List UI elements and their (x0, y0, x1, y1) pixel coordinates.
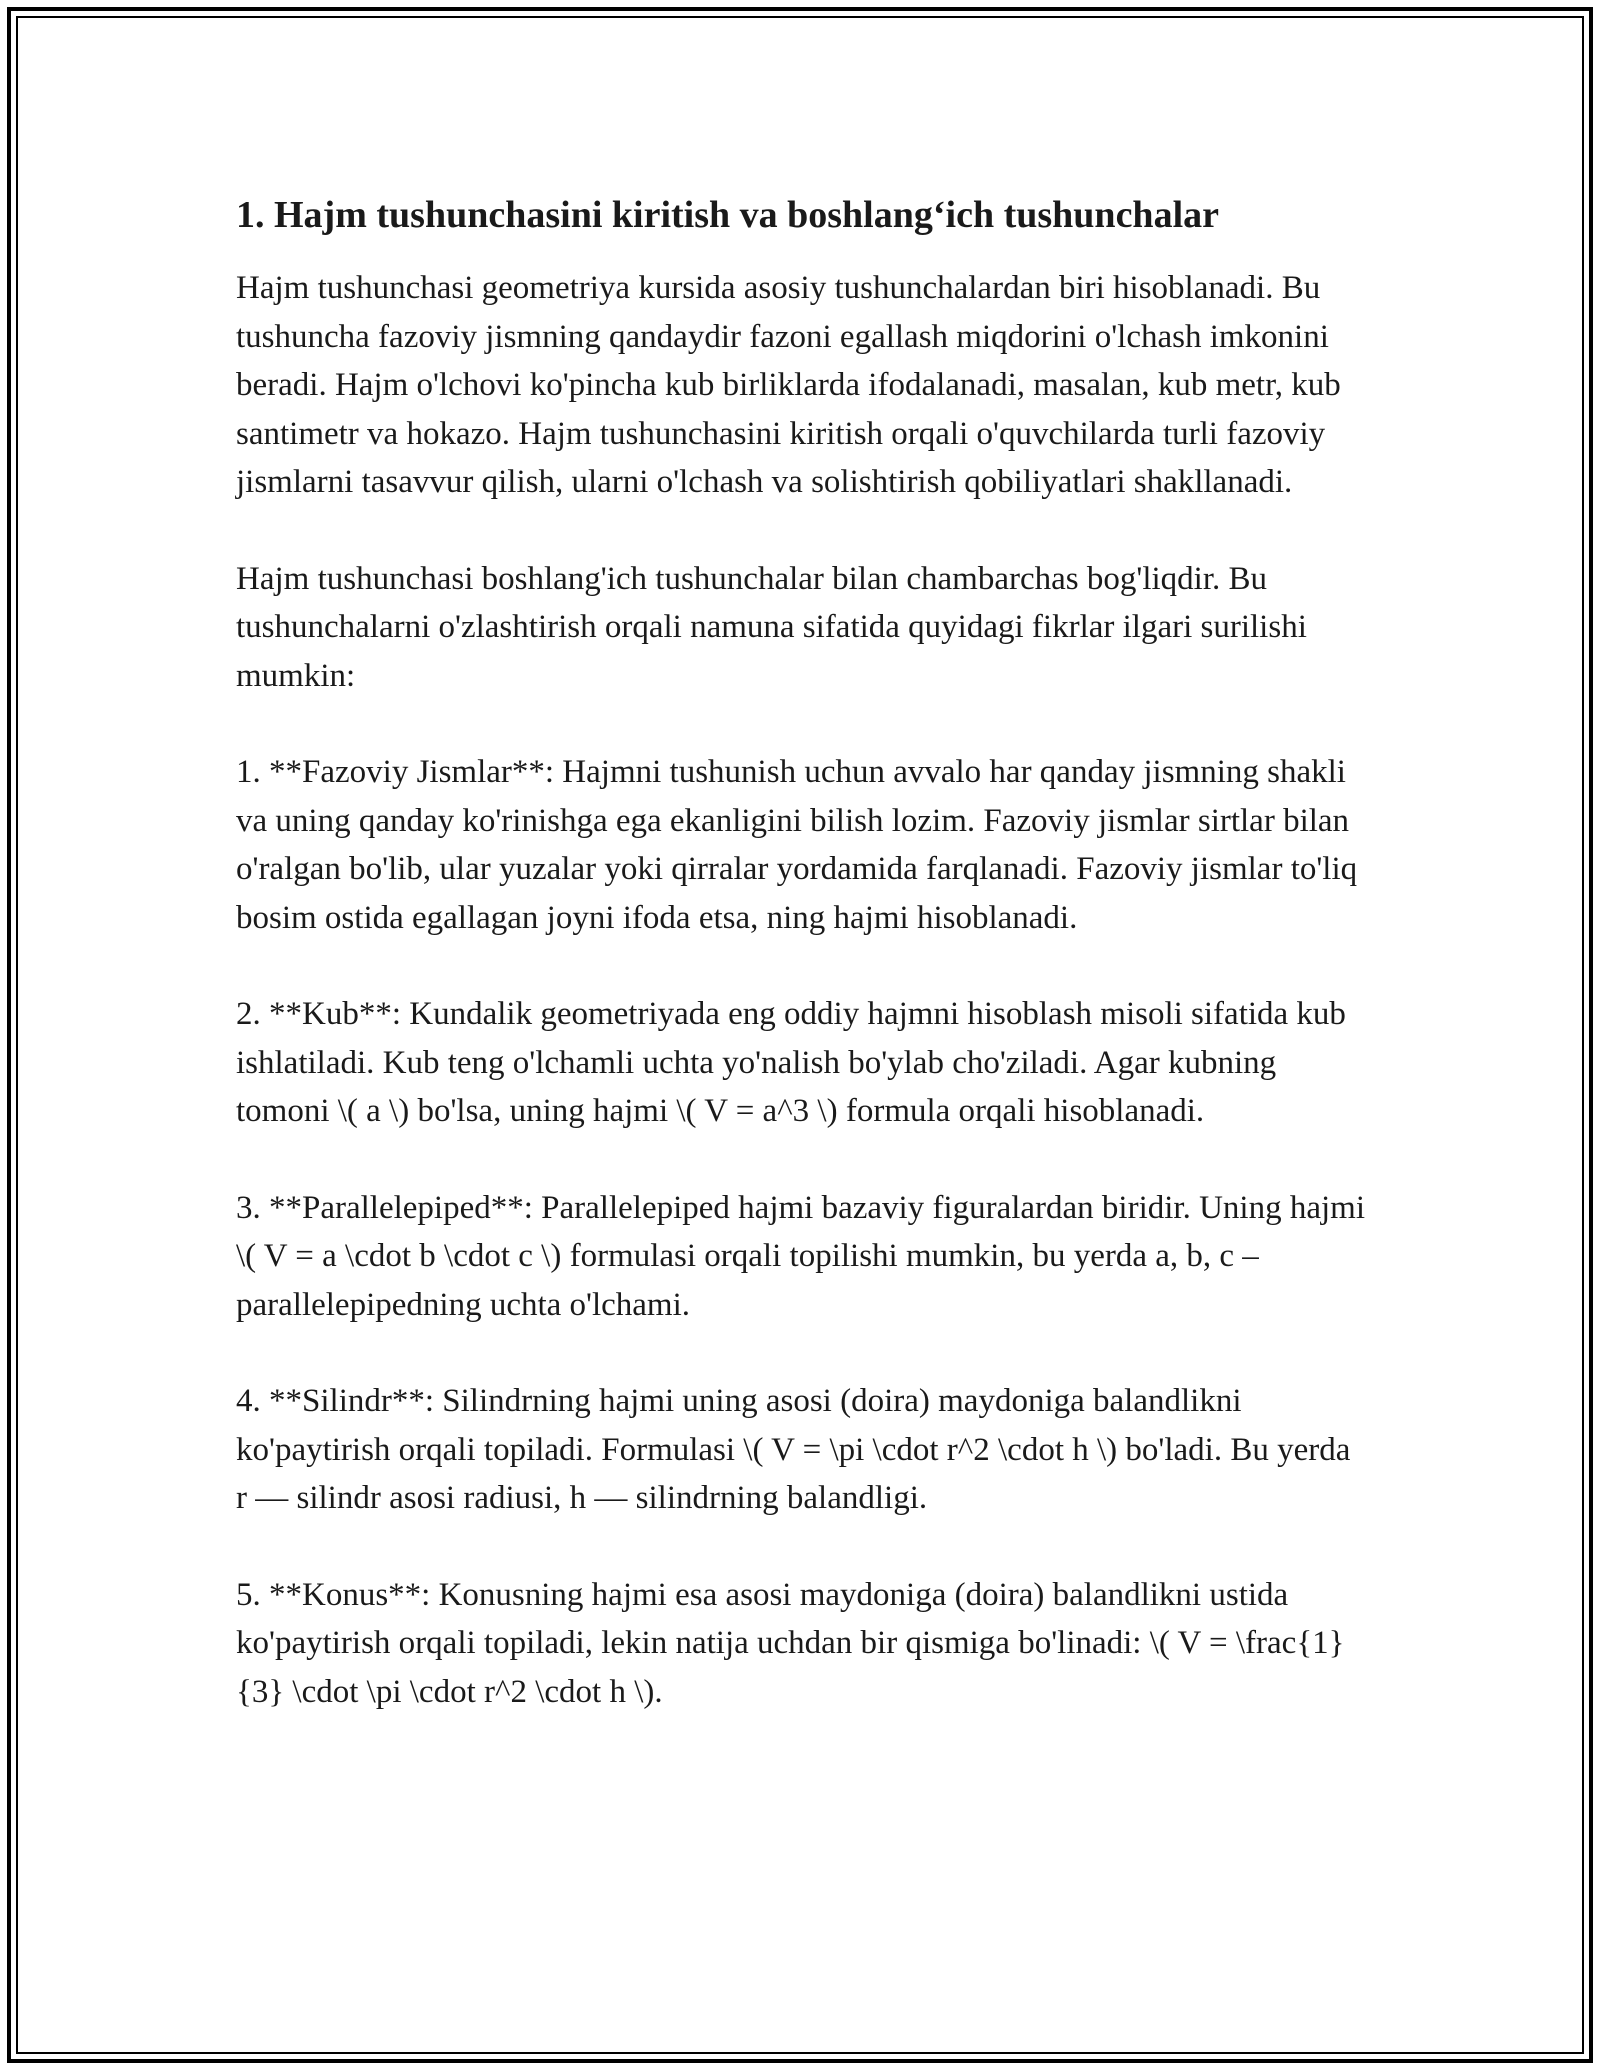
list-item-silindr: 4. **Silindr**: Silindrning hajmi uning asosi (doira) maydoniga balandlikni ko'paytirish orqali topiladi. Formulasi \( V = \pi \cdot r^2 \cdot h \) bo'ladi. Bu yerda r — silindr asosi radiusi, h — silindrning balandligi. (236, 1383, 1351, 1516)
list-item-konus: 5. **Konus**: Konusning hajmi esa asosi maydoniga (doira) balandlikni ustida ko'paytirish orqali topiladi, lekin natija uchdan bir qismiga bo'linadi: \( V = \frac{1}{3} \cdot \pi \cdot r^2 \cdot h \). (236, 1576, 1345, 1710)
list-item-kub: 2. **Kub**: Kundalik geometriyada eng oddiy hajmni hisoblash misoli sifatida kub ishlatiladi. Kub teng o'lchamli uchta yo'nalish bo'ylab cho'ziladi. Agar kubning tomoni \( a \) bo'lsa, uning hajmi \( V = a^3 \) formula orqali hisoblanadi. (236, 996, 1346, 1129)
list-item-fazoviy-jismlar: 1. **Fazoviy Jismlar**: Hajmni tushunish uchun avvalo har qanday jismning shakli va uning qanday ko'rinishga ega ekanligini bilish lozim. Fazoviy jismlar sirtlar bilan o'ralgan bo'lib, ular yuzalar yoki qirralar yordamida farqlanadi. Fazoviy jismlar to'liq bosim ostida egallagan joyni ifoda etsa, ning hajmi hisoblanadi. (236, 754, 1358, 936)
section-heading: 1. Hajm tushunchasini kiritish va boshlang‘ich tushunchalar (236, 194, 1219, 236)
list-item-parallelepiped: 3. **Parallelepiped**: Parallelepiped hajmi bazaviy figuralardan biridir. Uning hajmi \( V = a \cdot b \cdot c \) formulasi orqali topilishi mumkin, bu yerda a, b, c – parallelepipedning uchta o'lchami. (236, 1189, 1365, 1323)
paragraph-intro: Hajm tushunchasi geometriya kursida asosiy tushunchalardan biri hisoblanadi. Bu tushuncha fazoviy jismning qandaydir fazoni egallash miqdorini o'lchash imkonini beradi. Hajm o'lchovi ko'pincha kub birliklarda ifodalanadi, masalan, kub metr, kub santimetr va hokazo. Hajm tushunchasini kiritish orqali o'quvchilarda turli fazoviy jismlarni tasavvur qilish, ularni o'lchash va solishtirish qobiliyatlari shakllanadi. (236, 270, 1341, 500)
document-body (236, 188, 1366, 1764)
paragraph-basic-concepts: Hajm tushunchasi boshlang'ich tushunchalar bilan chambarchas bog'liqdir. Bu tushunchalarni o'zlashtirish orqali namuna sifatida quyidagi fikrlar ilgari surilishi mumkin: (236, 560, 1307, 694)
